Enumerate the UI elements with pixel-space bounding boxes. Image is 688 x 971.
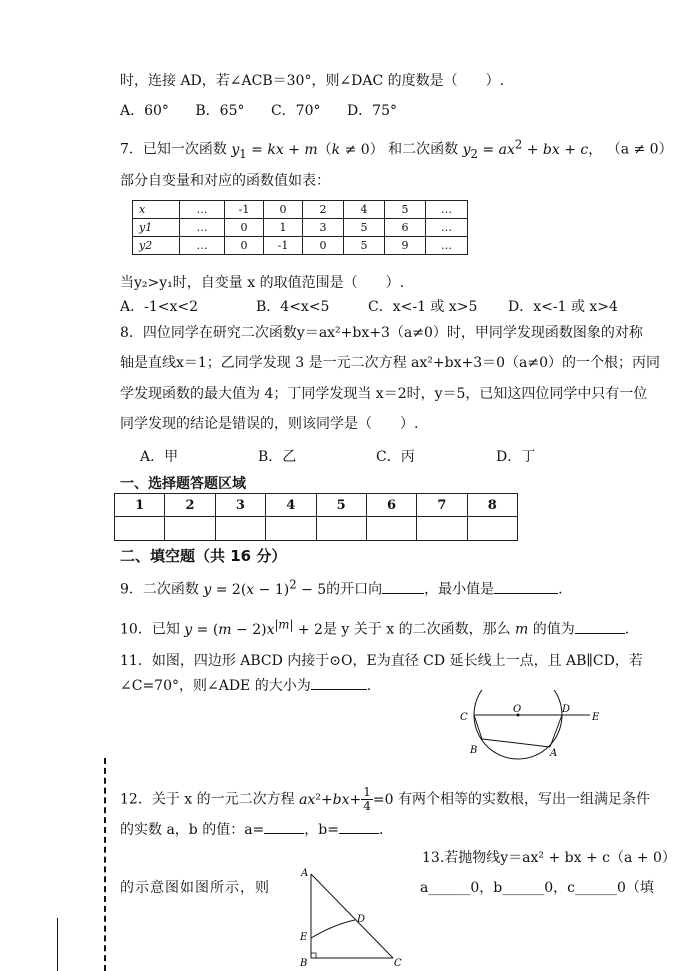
blank-a-value[interactable] bbox=[264, 821, 304, 834]
blank-m-value[interactable] bbox=[575, 621, 625, 634]
label-b: B bbox=[300, 958, 308, 969]
answer-input-row bbox=[115, 517, 518, 541]
q9-formula: $y = 2(x - 1)^2 - 5$ bbox=[203, 577, 327, 598]
q8-line-1: 8．四位同学在研究二次函数y＝ax²+bx+3（a≠0）时，甲同学发现函数图象的对称 bbox=[120, 325, 643, 341]
q8-line-4: 同学发现的结论是错误的，则该同学是（ ）. bbox=[120, 416, 419, 432]
q11-line-2: ∠C=70°，则∠ADE 的大小为 . bbox=[120, 678, 372, 694]
answer-cell[interactable] bbox=[215, 517, 265, 541]
q7-option-b: B．4<x<5 bbox=[256, 299, 330, 315]
q7-option-c: C．x<-1 或 x>5 bbox=[368, 299, 478, 315]
triangle-figure bbox=[295, 862, 415, 971]
right-angle-mark bbox=[311, 953, 316, 958]
q7-option-a: A．-1<x<2 bbox=[120, 299, 199, 315]
q10: 10．已知 $y = (m - 2)x^{|m|} + 2$是 y 关于 x 的二次函数，那么 m 的值为 . bbox=[120, 617, 630, 638]
q10-formula: $y = (m - 2)x^{|m|} + 2$ bbox=[184, 617, 323, 638]
q8-option-a: A．甲 bbox=[140, 449, 179, 465]
q6-option-d: D．75° bbox=[346, 103, 397, 119]
answer-cell[interactable] bbox=[115, 517, 165, 541]
blank-b-value[interactable] bbox=[339, 821, 379, 834]
q13-left: 的示意图如图所示，则 bbox=[120, 880, 270, 896]
label-a: A bbox=[301, 868, 309, 879]
label-d: D bbox=[357, 914, 366, 925]
q8-option-c: C．丙 bbox=[376, 449, 415, 465]
answer-cell[interactable] bbox=[266, 517, 316, 541]
label-a: A bbox=[550, 748, 558, 759]
answer-cell[interactable] bbox=[366, 517, 416, 541]
table-row: y1 … 0 1 3 5 6 … bbox=[133, 219, 468, 237]
q13-line-1: 13.若抛物线y＝ax² + bx + c（a + 0） bbox=[422, 850, 676, 866]
q6-option-b: B．65° bbox=[195, 103, 245, 119]
arc-ed bbox=[311, 920, 355, 938]
table-row: x … -1 0 2 4 5 … bbox=[133, 201, 468, 219]
section-1-title: 一、选择题答题区域 bbox=[120, 476, 246, 492]
q8-line-2: 轴是直线x＝1；乙同学发现 3 是一元二次方程 ax²+bx+3＝0（a≠0）的一个根；丙同 bbox=[120, 355, 661, 371]
answer-grid bbox=[114, 493, 518, 541]
q9: 9．二次函数 $y = 2(x - 1)^2 - 5$的开口向 ，最小值是 . bbox=[120, 577, 563, 598]
blank-minimum-value[interactable] bbox=[494, 581, 558, 594]
q11-line-1: 11．如图，四边形 ABCD 内接于⊙O，E为直径 CD 延长线上一点，且 AB∥CD，若 bbox=[120, 653, 643, 669]
blank-opening-direction[interactable] bbox=[382, 581, 424, 594]
q8-option-b: B．乙 bbox=[258, 449, 297, 465]
blank-angle-ade[interactable] bbox=[311, 677, 367, 690]
q12-line-1: 12．关于 x 的一元二次方程 ax²+bx+ $\frac{1}{4}$ =0 有两个相等的实数根，写出一组满足条件 bbox=[120, 785, 650, 813]
q7-stem: 7．已知一次函数 $y_1$ = kx + m（k ≠ 0） 和二次函数 $y_2 = ax^2$ + bx + c， （a ≠ 0） bbox=[120, 137, 673, 161]
answer-cell[interactable] bbox=[165, 517, 215, 541]
label-e: E bbox=[592, 712, 600, 723]
answer-cell[interactable] bbox=[417, 517, 467, 541]
answer-header-row: 1 2 3 4 5 6 7 8 bbox=[115, 494, 518, 517]
q12-line-2: 的实数 a，b 的值：a= ，b= . bbox=[120, 822, 384, 838]
q6-stem: 时，连接 AD，若∠ACB＝30°，则∠DAC 的度数是（ ）. bbox=[120, 73, 505, 89]
binding-dashed-line bbox=[104, 758, 106, 971]
label-c: C bbox=[394, 958, 402, 969]
label-e: E bbox=[300, 932, 308, 943]
values-table bbox=[132, 200, 468, 255]
quadratic-function-formula: $y_2 = ax^2$ + bx + c， bbox=[462, 137, 603, 161]
side-da bbox=[550, 715, 562, 747]
circle-figure bbox=[452, 690, 612, 760]
chord-ab bbox=[482, 739, 550, 747]
q13-right: a______0，b______0，c______0（填 bbox=[420, 880, 654, 896]
q6-option-c: C．70° bbox=[270, 103, 321, 119]
label-o: O bbox=[513, 704, 522, 715]
answer-cell[interactable] bbox=[316, 517, 366, 541]
q8-options bbox=[140, 446, 535, 466]
linear-function-formula: $y_1$ = kx + m（k ≠ 0） bbox=[231, 141, 384, 161]
q8-option-d: D．丁 bbox=[496, 449, 536, 465]
binding-solid-line bbox=[57, 918, 58, 971]
table-row: y2 … 0 -1 0 5 9 … bbox=[133, 237, 468, 255]
circle-o bbox=[474, 690, 562, 759]
answer-cell[interactable] bbox=[467, 517, 517, 541]
q7-options bbox=[120, 296, 618, 316]
label-b: B bbox=[470, 745, 478, 756]
q12-equation: ax²+bx+ $\frac{1}{4}$ =0 bbox=[299, 785, 394, 813]
q6-options bbox=[120, 100, 397, 120]
label-d: D bbox=[562, 704, 571, 715]
q6-option-a: A．60° bbox=[120, 103, 169, 119]
q8-line-3: 学发现函数的最大值为 4；丁同学发现当 x＝2时，y＝5，已知这四位同学中只有一位 bbox=[120, 386, 648, 402]
label-c: C bbox=[460, 712, 468, 723]
q7-question: 当y₂>y₁时，自变量 x 的取值范围是（ ）. bbox=[120, 275, 405, 291]
section-2-title: 二、填空题（共 16 分） bbox=[120, 547, 287, 565]
q7-option-d: D．x<-1 或 x>4 bbox=[508, 299, 618, 315]
q7-line2: 部分自变量和对应的函数值如表： bbox=[120, 173, 330, 189]
side-ac bbox=[311, 874, 393, 958]
